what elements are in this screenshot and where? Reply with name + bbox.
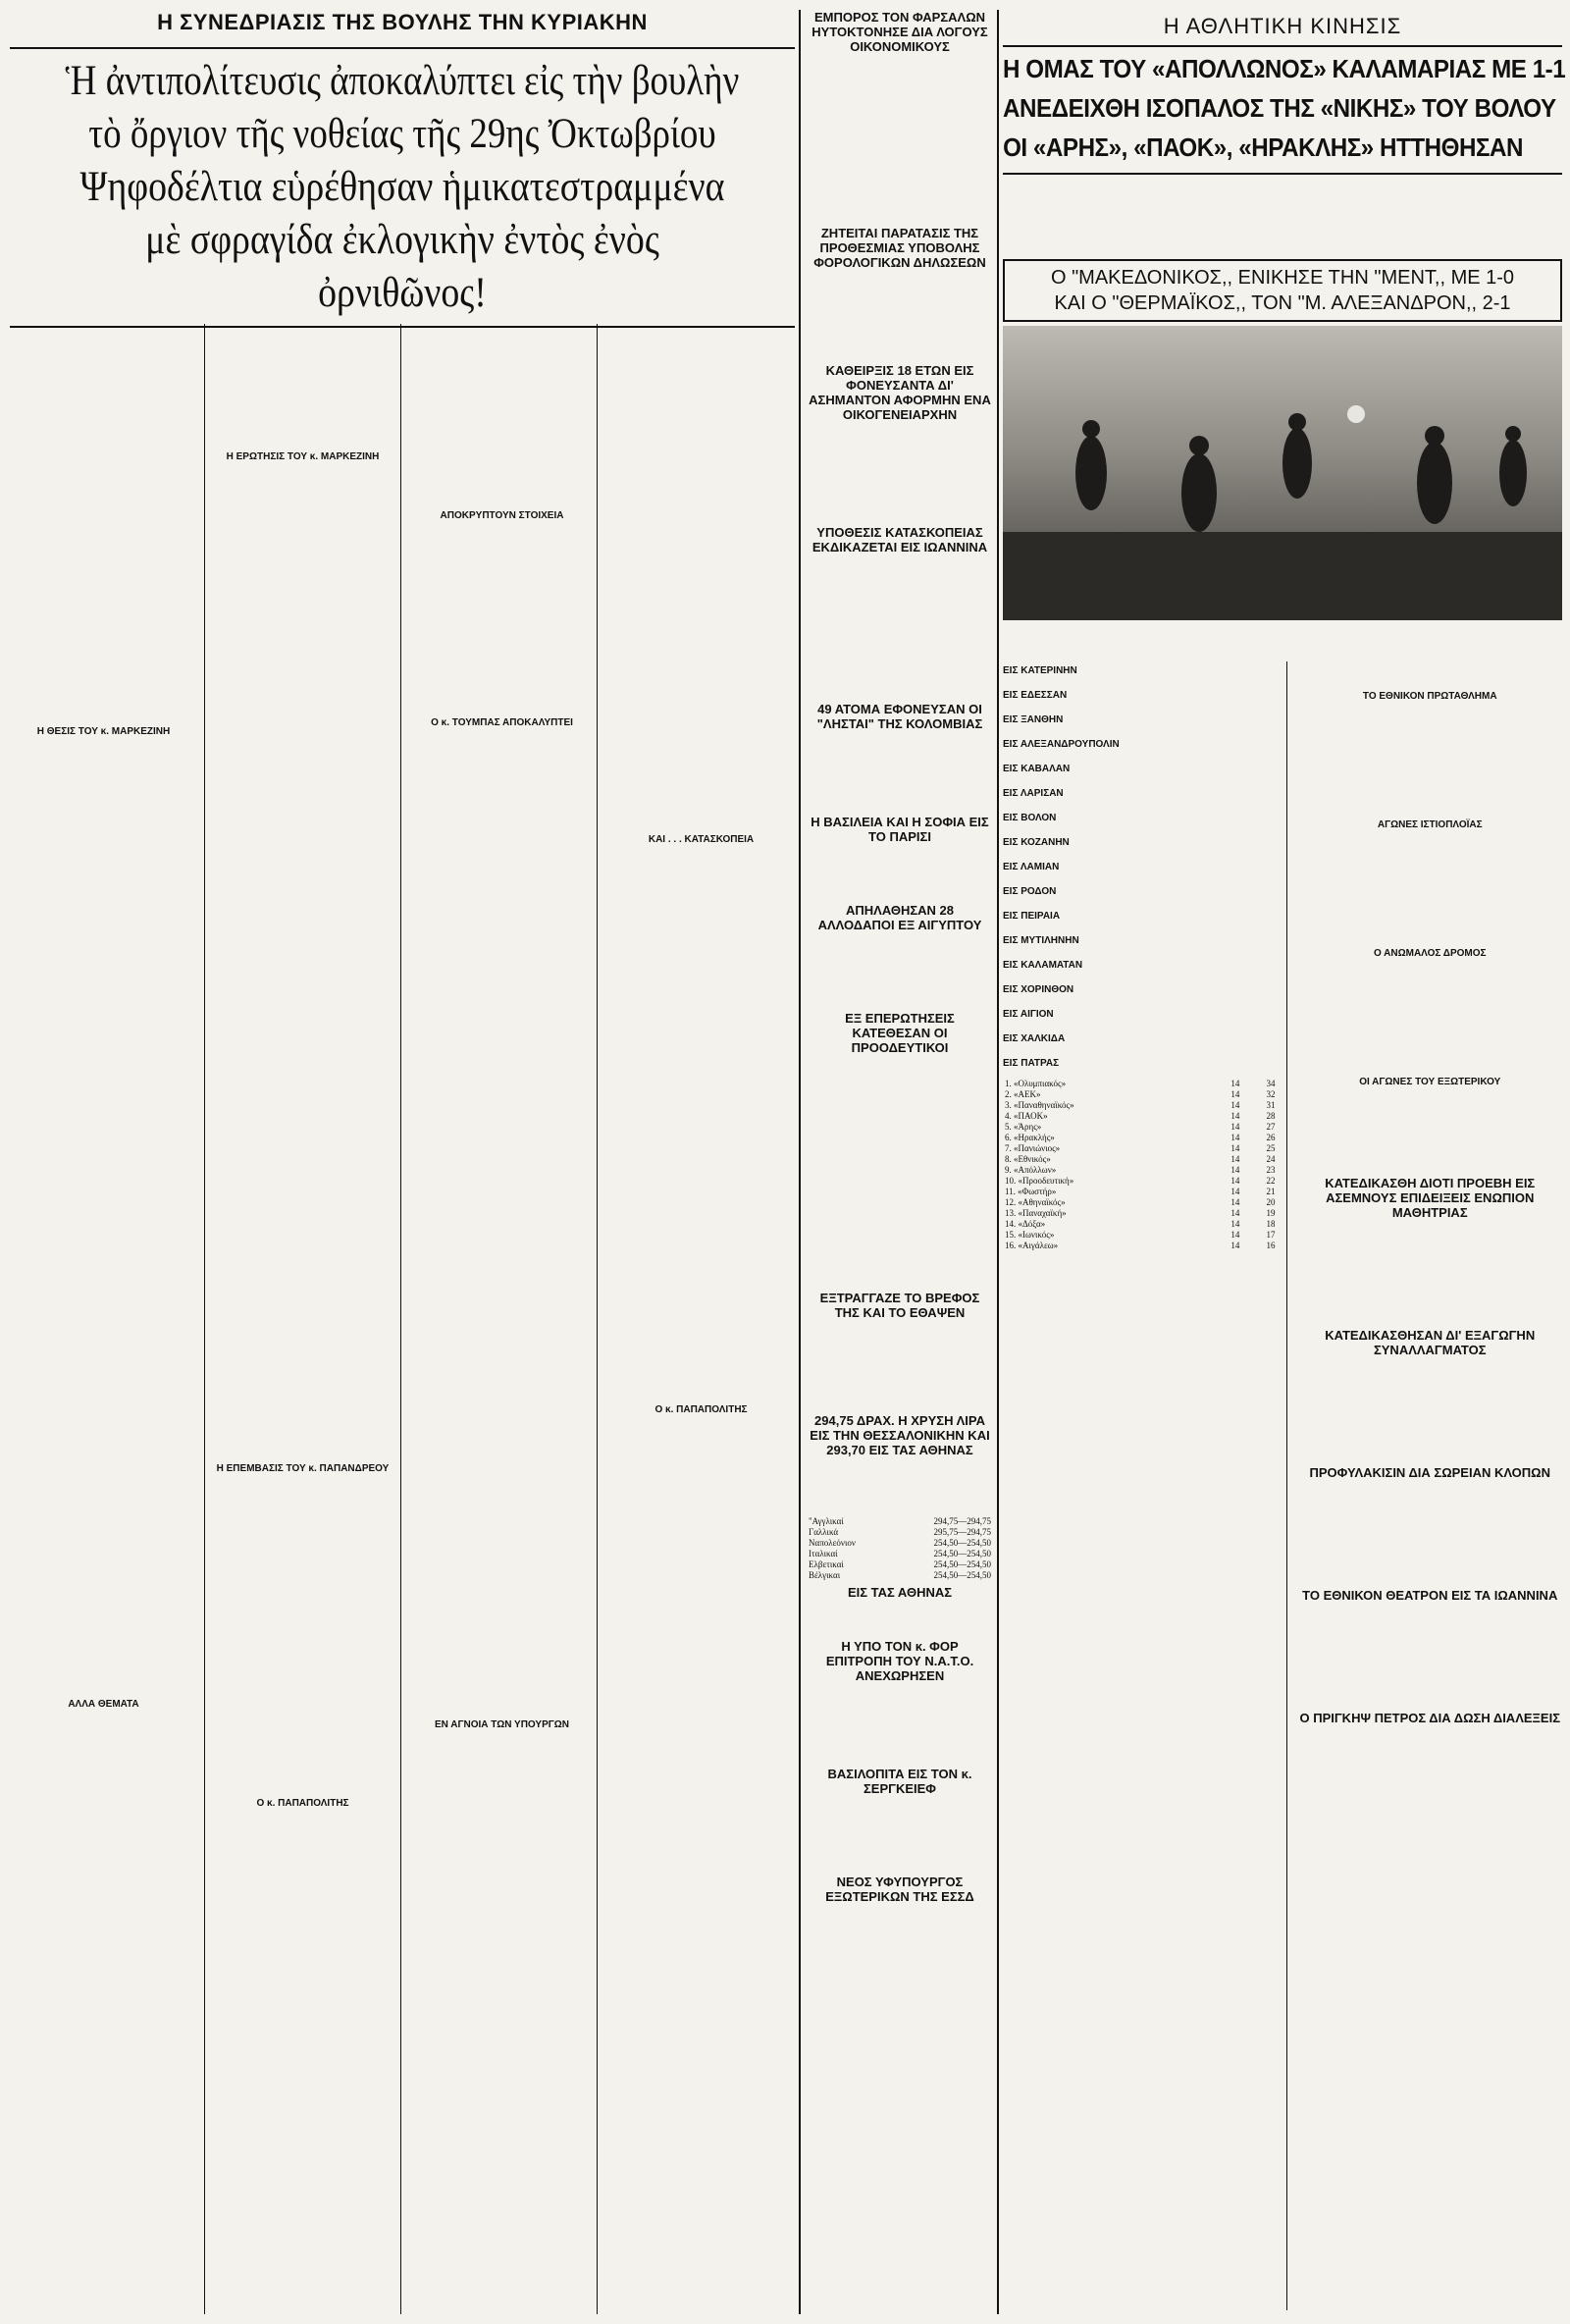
parliament-headline-1: Ἡ ἀντιπολίτευσις ἀποκαλύπτει εἰς τὴν βουλὴν xyxy=(65,58,740,104)
league-row xyxy=(1003,1100,1277,1111)
region-subhead: ΕΙΣ ΒΟΛΟΝ xyxy=(1003,813,1057,823)
league-row xyxy=(1003,1241,1277,1251)
league-points: 20 xyxy=(1266,1197,1276,1207)
league-points: 32 xyxy=(1266,1089,1276,1099)
sports-headline-1: Η ΟΜΑΣ ΤΟΥ «ΑΠΟΛΛΩΝΟΣ» ΚΑΛΑΜΑΡΙΑΣ ΜΕ 1-1 xyxy=(1003,54,1566,83)
subhead-papapolitis-2: Ο κ. ΠΑΠΑΠΟΛΙΤΗΣ xyxy=(654,1404,748,1415)
price-row xyxy=(807,1516,993,1527)
league-points: 26 xyxy=(1266,1133,1276,1142)
league-played: 14 xyxy=(1230,1241,1240,1250)
sports-kicker: Η ΑΘΛΗΤΙΚΗ ΚΙΝΗΣΙΣ xyxy=(1163,14,1402,38)
sports-box-head: ΚΑΤΕΔΙΚΑΣΘΗΣΑΝ ΔΙ' ΕΞΑΓΩΓΗΝ ΣΥΝΑΛΛΑΓΜΑΤΟΣ xyxy=(1325,1328,1536,1357)
league-row xyxy=(1003,1176,1277,1187)
price-value: 254,50—254,50 xyxy=(933,1549,991,1558)
league-played: 14 xyxy=(1230,1122,1240,1132)
league-points: 34 xyxy=(1266,1079,1276,1088)
league-row xyxy=(1003,1230,1277,1241)
league-played: 14 xyxy=(1230,1219,1240,1229)
brief-head-9: ΕΞΤΡΑΓΓΑΖΕ ΤΟ ΒΡΕΦΟΣ ΤΗΣ ΚΑΙ ΤΟ ΕΘΑΨΕΝ xyxy=(819,1291,980,1320)
league-row xyxy=(1003,1154,1277,1165)
subhead-thesis: Η ΘΕΣΙΣ ΤΟΥ κ. ΜΑΡΚΕΖΙΝΗ xyxy=(36,726,171,737)
football-match-photo xyxy=(1003,326,1562,620)
region-subhead: ΕΙΣ ΛΑΜΙΑΝ xyxy=(1003,862,1060,872)
league-team: 15. «Ιωνικός» xyxy=(1005,1230,1055,1240)
gold-price-table xyxy=(807,1516,993,1581)
price-value: 254,50—254,50 xyxy=(933,1538,991,1548)
league-row xyxy=(1003,1165,1277,1176)
sports-box-head: ΠΡΟΦΥΛΑΚΙΣΙΝ ΔΙΑ ΣΩΡΕΙΑΝ ΚΛΟΠΩΝ xyxy=(1309,1465,1550,1480)
league-points: 21 xyxy=(1266,1187,1276,1196)
region-subhead: ΕΙΣ ΛΑΡΙΣΑΝ xyxy=(1003,788,1064,799)
brief-head-8: ΕΞ ΕΠΕΡΩΤΗΣΕΙΣ ΚΑΤΕΘΕΣΑΝ ΟΙ ΠΡΟΟΔΕΥΤΙΚΟΙ xyxy=(845,1011,955,1055)
subhead-question: Η ΕΡΩΤΗΣΙΣ ΤΟΥ κ. ΜΑΡΚΕΖΙΝΗ xyxy=(226,451,380,462)
price-coin: Βέλγικαι xyxy=(809,1570,841,1580)
region-subhead: ΕΙΣ ΚΑΛΑΜΑΤΑΝ xyxy=(1003,960,1083,971)
photo-band-line-1: Ο "ΜΑΚΕΔΟΝΙΚΟΣ,, ΕΝΙΚΗΣΕ ΤΗΝ "ΜΕΝΤ,, ΜΕ 1-0 xyxy=(1050,267,1515,289)
parliament-headline-4: μὲ σφραγίδα ἐκλογικὴν ἐντὸς ἐνὸς ὀρνιθῶνος! xyxy=(145,217,659,316)
league-team: 10. «Προοδευτική» xyxy=(1005,1176,1074,1186)
region-subhead: ΕΙΣ ΑΛΕΞΑΝΔΡΟΥΠΟΛΙΝ xyxy=(1003,739,1120,750)
price-row xyxy=(807,1538,993,1549)
region-subhead: ΕΙΣ ΞΑΝΘΗΝ xyxy=(1003,714,1064,725)
league-points: 25 xyxy=(1266,1143,1276,1153)
sports-subhead: ΑΓΩΝΕΣ ΙΣΤΙΟΠΛΟΪΑΣ xyxy=(1377,819,1483,830)
price-coin: Ιταλικαί xyxy=(809,1549,838,1558)
league-points: 27 xyxy=(1266,1122,1276,1132)
region-subhead: ΕΙΣ ΠΕΙΡΑΙΑ xyxy=(1003,911,1061,922)
brief-head-2: ΖΗΤΕΙΤΑΙ ΠΑΡΑΤΑΣΙΣ ΤΗΣ ΠΡΟΘΕΣΜΙΑΣ ΥΠΟΒΟΛΗΣ ΦΟΡΟΛΟΓΙΚΩΝ ΔΗΛΩΣΕΩΝ xyxy=(813,226,986,270)
subhead-toumbas: Ο κ. ΤΟΥΜΠΑΣ ΑΠΟΚΑΛΥΠΤΕΙ xyxy=(431,717,573,728)
region-subhead: ΕΙΣ ΚΑΒΑΛΑΝ xyxy=(1003,764,1071,774)
region-subhead: ΕΙΣ ΠΑΤΡΑΣ xyxy=(1003,1058,1060,1069)
league-row xyxy=(1003,1197,1277,1208)
league-team: 11. «Φωστήρ» xyxy=(1005,1187,1057,1196)
league-played: 14 xyxy=(1230,1230,1240,1240)
league-row xyxy=(1003,1111,1277,1122)
parliament-subhead-list xyxy=(10,324,795,2306)
league-played: 14 xyxy=(1230,1111,1240,1121)
briefs-section xyxy=(807,0,993,2324)
league-played: 14 xyxy=(1230,1208,1240,1218)
league-team: 4. «ΠΑΟΚ» xyxy=(1005,1111,1048,1121)
league-team: 8. «Εθνικός» xyxy=(1005,1154,1051,1164)
parliament-column-2 xyxy=(209,324,396,2306)
league-team: 13. «Παναχαϊκή» xyxy=(1005,1208,1067,1218)
league-team: 7. «Πανιώνιος» xyxy=(1005,1143,1061,1153)
league-team: 5. «Άρης» xyxy=(1005,1122,1042,1132)
league-team: 9. «Απόλλων» xyxy=(1005,1165,1057,1175)
sports-subhead: Ο ΑΝΩΜΑΛΟΣ ΔΡΟΜΟΣ xyxy=(1373,948,1487,959)
price-coin: Γαλλικά xyxy=(809,1527,839,1537)
league-points: 24 xyxy=(1266,1154,1276,1164)
region-subhead: ΕΙΣ ΚΑΤΕΡΙΝΗΝ xyxy=(1003,665,1077,676)
league-row xyxy=(1003,1133,1277,1143)
subhead-espionage: ΚΑΙ . . . ΚΑΤΑΣΚΟΠΕΙΑ xyxy=(648,834,755,845)
sports-box-head: Ο ΠΡΙΓΚΗΨ ΠΕΤΡΟΣ ΔΙΑ ΔΩΣΗ ΔΙΑΛΕΞΕΙΣ xyxy=(1299,1711,1560,1725)
region-subhead: ΕΙΣ ΜΥΤΙΛΗΝΗΝ xyxy=(1003,935,1079,946)
price-row xyxy=(807,1549,993,1559)
league-row xyxy=(1003,1187,1277,1197)
league-team: 2. «ΑΕΚ» xyxy=(1005,1089,1041,1099)
region-subhead: ΕΙΣ ΧΑΛΚΙΔΑ xyxy=(1003,1033,1066,1044)
parliament-headline-2: τὸ ὄργιον τῆς νοθείας τῆς 29ης Ὀκτωβρίου xyxy=(88,111,716,157)
parliament-column-3 xyxy=(408,324,596,2306)
price-coin: Ελβετικαί xyxy=(809,1559,844,1569)
sports-subhead: ΟΙ ΑΓΩΝΕΣ ΤΟΥ ΕΞΩΤΕΡΙΚΟΥ xyxy=(1359,1077,1501,1087)
league-row xyxy=(1003,1143,1277,1154)
league-team: 12. «Αθηναϊκός» xyxy=(1005,1197,1066,1207)
price-value: 254,50—254,50 xyxy=(933,1570,991,1580)
league-standings-table xyxy=(1003,1079,1277,1251)
brief-head-14: ΝΕΟΣ ΥΦΥΠΟΥΡΓΟΣ ΕΞΩΤΕΡΙΚΩΝ ΤΗΣ ΕΣΣΔ xyxy=(825,1875,974,1904)
league-row xyxy=(1003,1208,1277,1219)
photo-caption xyxy=(1003,624,1562,658)
league-row xyxy=(1003,1079,1277,1089)
league-points: 22 xyxy=(1266,1176,1276,1186)
photo-band xyxy=(1003,259,1562,322)
league-row xyxy=(1003,1122,1277,1133)
brief-head-12: Η ΥΠΟ ΤΟΝ κ. ΦΟΡ ΕΠΙΤΡΟΠΗ ΤΟΥ Ν.Α.Τ.Ο. ΑΝΕΧΩΡΗΣΕΝ xyxy=(825,1639,974,1683)
sports-headline-2: ΑΝΕΔΕΙΧΘΗ ΙΣΟΠΑΛΟΣ ΤΗΣ «ΝΙΚΗΣ» ΤΟΥ ΒΟΛΟΥ xyxy=(1003,93,1556,123)
price-coin: "Αγγλικαί xyxy=(809,1516,844,1526)
parliament-body xyxy=(10,324,795,2314)
league-played: 14 xyxy=(1230,1143,1240,1153)
league-points: 31 xyxy=(1266,1100,1276,1110)
league-played: 14 xyxy=(1230,1187,1240,1196)
region-subhead: ΕΙΣ ΧΟΡΙΝΘΟΝ xyxy=(1003,984,1074,995)
league-played: 14 xyxy=(1230,1133,1240,1142)
price-row xyxy=(807,1559,993,1570)
brief-head-10: 294,75 ΔΡΑΧ. Η ΧΡΥΣΗ ΛΙΡΑ ΕΙΣ ΤΗΝ ΘΕΣΣΑΛΟΝΙΚΗΝ ΚΑΙ 293,70 ΕΙΣ ΤΑΣ ΑΘΗΝΑΣ xyxy=(810,1413,990,1457)
subhead-papandreou: Η ΕΠΕΜΒΑΣΙΣ ΤΟΥ κ. ΠΑΠΑΝΔΡΕΟΥ xyxy=(216,1463,390,1474)
parliament-section xyxy=(10,0,795,2324)
league-points: 18 xyxy=(1266,1219,1276,1229)
subhead-other-topics: ΑΛΛΑ ΘΕΜΑΤΑ xyxy=(68,1699,139,1710)
parliament-column-1 xyxy=(10,324,197,2306)
subhead-papapolitis: Ο κ. ΠΑΠΑΠΟΛΙΤΗΣ xyxy=(256,1798,349,1809)
league-team: 6. «Ηρακλής» xyxy=(1005,1133,1055,1142)
sports-section xyxy=(1003,0,1566,2324)
brief-head-6: Η ΒΑΣΙΛΕΙΑ ΚΑΙ Η ΣΟΦΙΑ ΕΙΣ ΤΟ ΠΑΡΙΣΙ xyxy=(811,815,989,844)
league-team: 16. «Αιγάλεω» xyxy=(1005,1241,1059,1250)
sports-right-column xyxy=(1297,661,1562,2310)
brief-head-1: ΕΜΠΟΡΟΣ ΤΟΝ ΦΑΡΣΑΛΩΝ ΗΥΤΟΚΤΟΝΗΣΕ ΔΙΑ ΛΟΓΟΥΣ ΟΙΚΟΝΟΜΙΚΟΥΣ xyxy=(811,10,988,54)
price-value: 294,75—294,75 xyxy=(933,1516,991,1526)
price-value: 254,50—254,50 xyxy=(933,1559,991,1569)
parliament-column-4 xyxy=(607,324,795,2306)
league-points: 19 xyxy=(1266,1208,1276,1218)
brief-head-11: ΕΙΣ ΤΑΣ ΑΘΗΝΑΣ xyxy=(847,1585,953,1600)
brief-head-5: 49 ΑΤΟΜΑ ΕΦΟΝΕΥΣΑΝ ΟΙ "ΛΗΣΤΑΙ" ΤΗΣ ΚΟΛΟΜΒΙΑΣ xyxy=(816,702,983,731)
brief-head-13: ΒΑΣΙΛΟΠΙΤΑ ΕΙΣ ΤΟΝ κ. ΣΕΡΓΚΕΙΕΦ xyxy=(827,1767,972,1796)
price-coin: Ναπολεόνιον xyxy=(809,1538,856,1548)
league-team: 3. «Παναθηναϊκός» xyxy=(1005,1100,1074,1110)
sports-subhead: ΤΟ ΕΘΝΙΚΟΝ ΠΡΩΤΑΘΛΗΜΑ xyxy=(1362,691,1497,702)
sports-headline-3: ΟΙ «ΑΡΗΣ», «ΠΑΟΚ», «ΗΡΑΚΛΗΣ» ΗΤΤΗΘΗΣΑΝ xyxy=(1003,132,1524,162)
region-subhead: ΕΙΣ ΑΙΓΙΟΝ xyxy=(1003,1009,1054,1020)
price-row xyxy=(807,1570,993,1581)
league-played: 14 xyxy=(1230,1165,1240,1175)
league-played: 14 xyxy=(1230,1176,1240,1186)
brief-head-7: ΑΠΗΛΑΘΗΣΑΝ 28 ΑΛΛΟΔΑΠΟΙ ΕΞ ΑΙΓΥΠΤΟΥ xyxy=(817,903,982,932)
league-points: 23 xyxy=(1266,1165,1276,1175)
region-subhead: ΕΙΣ ΡΟΔΟΝ xyxy=(1003,886,1057,897)
price-value: 295,75—294,75 xyxy=(933,1527,991,1537)
subhead-hide-data: ΑΠΟΚΡΥΠΤΟΥΝ ΣΤΟΙΧΕΙΑ xyxy=(440,510,564,521)
region-subhead: ΕΙΣ ΚΟΖΑΝΗΝ xyxy=(1003,837,1070,848)
league-row xyxy=(1003,1089,1277,1100)
parliament-headline-3: Ψηφοδέλτια εὑρέθησαν ἡμικατεστραμμένα xyxy=(79,164,725,210)
league-team: 14. «Δόξα» xyxy=(1005,1219,1046,1229)
league-team: 1. «Ολυμπιακός» xyxy=(1005,1079,1067,1088)
brief-head-4: ΥΠΟΘΕΣΙΣ ΚΑΤΑΣΚΟΠΕΙΑΣ ΕΚΔΙΚΑΖΕΤΑΙ ΕΙΣ ΙΩΑΝΝΙΝΑ xyxy=(811,525,988,555)
price-row xyxy=(807,1527,993,1538)
photo-band-line-2: ΚΑΙ Ο "ΘΕΡΜΑΪΚΟΣ,, ΤΟΝ "Μ. ΑΛΕΞΑΝΔΡΟΝ,, 2-1 xyxy=(1054,292,1511,314)
league-points: 17 xyxy=(1266,1230,1276,1240)
sports-left-column xyxy=(1003,661,1277,2310)
parliament-kicker: Η ΣΥΝΕΔΡΙΑΣΙΣ ΤΗΣ ΒΟΥΛΗΣ ΤΗΝ ΚΥΡΙΑΚΗΝ xyxy=(157,10,648,34)
subhead-ministers: ΕΝ ΑΓΝΟΙΑ ΤΩΝ ΥΠΟΥΡΓΩΝ xyxy=(434,1719,570,1730)
photo-illustration xyxy=(1003,326,1562,620)
league-played: 14 xyxy=(1230,1100,1240,1110)
league-points: 16 xyxy=(1266,1241,1276,1250)
league-played: 14 xyxy=(1230,1154,1240,1164)
league-played: 14 xyxy=(1230,1089,1240,1099)
league-played: 14 xyxy=(1230,1079,1240,1088)
sports-box-head: ΚΑΤΕΔΙΚΑΣΘΗ ΔΙΟΤΙ ΠΡΟΕΒΗ ΕΙΣ ΑΣΕΜΝΟΥΣ ΕΠΙΔΕΙΞΕΙΣ ΕΝΩΠΙΟΝ ΜΑΘΗΤΡΙΑΣ xyxy=(1325,1176,1536,1220)
league-played: 14 xyxy=(1230,1197,1240,1207)
league-points: 28 xyxy=(1266,1111,1276,1121)
league-row xyxy=(1003,1219,1277,1230)
brief-head-3: ΚΑΘΕΙΡΞΙΣ 18 ΕΤΩΝ ΕΙΣ ΦΟΝΕΥΣΑΝΤΑ ΔΙ' ΑΣΗΜΑΝΤΟΝ ΑΦΟΡΜΗΝ ΕΝΑ ΟΙΚΟΓΕΝΕΙΑΡΧΗΝ xyxy=(809,363,991,422)
sports-box-head: ΤΟ ΕΘΝΙΚΟΝ ΘΕΑΤΡΟΝ ΕΙΣ ΤΑ ΙΩΑΝΝΙΝΑ xyxy=(1302,1588,1558,1603)
region-subhead: ΕΙΣ ΕΔΕΣΣΑΝ xyxy=(1003,690,1068,701)
